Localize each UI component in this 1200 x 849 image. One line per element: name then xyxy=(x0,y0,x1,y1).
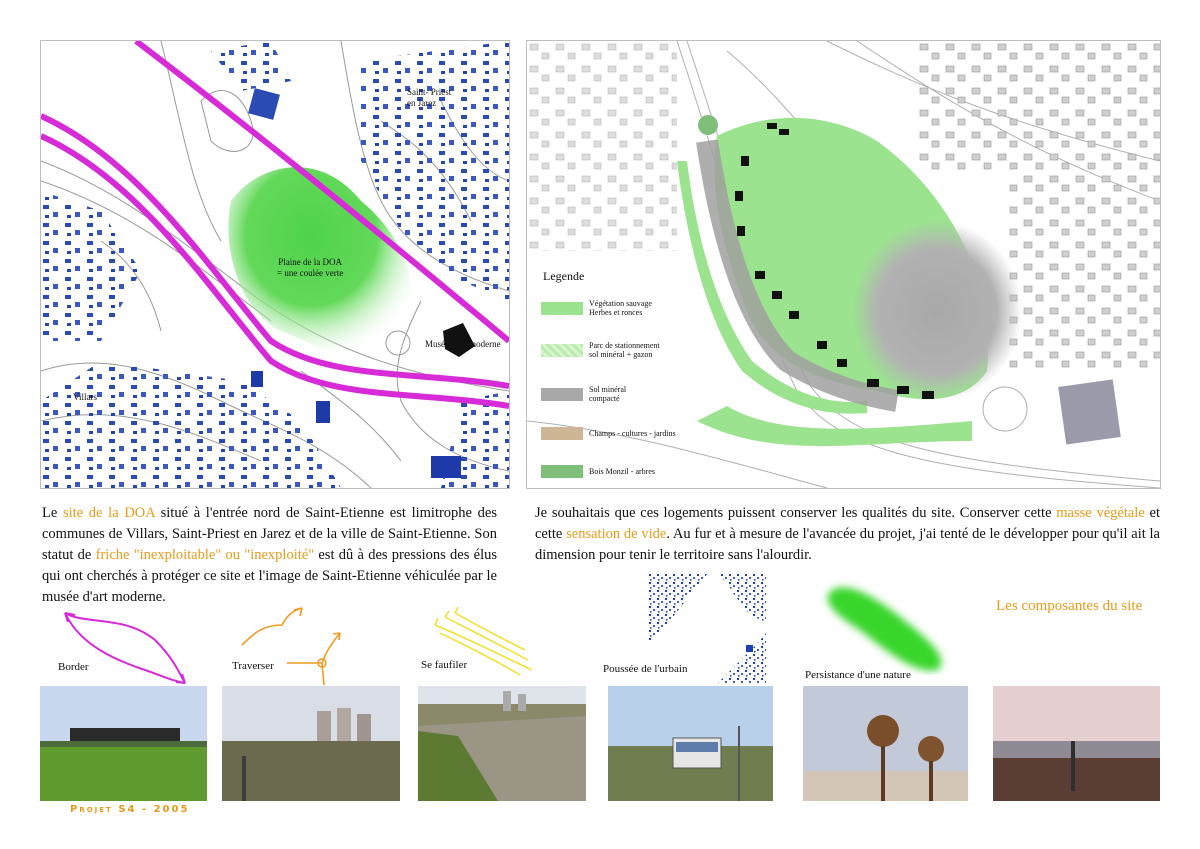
photo-musee xyxy=(40,686,207,801)
legend-title: Legende xyxy=(543,269,585,283)
traverser-diagram xyxy=(232,605,352,690)
legend-swatch xyxy=(541,465,583,478)
nature-diagram xyxy=(820,580,950,675)
text-run: et cette xyxy=(535,505,1160,542)
component-nature: Persistance d'une nature xyxy=(805,669,911,681)
legend-swatch xyxy=(541,302,583,315)
label-plaine-doa: Plaine de la DOA = une coulée verte xyxy=(277,257,344,278)
label-musee: Musée d'art moderne xyxy=(425,339,501,349)
label-villars: Villars xyxy=(73,392,97,402)
legend-swatch xyxy=(541,388,583,401)
label-saint-priest: Saint- Priest en Jarez xyxy=(407,87,452,108)
intent-paragraph xyxy=(535,503,1160,566)
legend-label: Champs - cultures - jardins xyxy=(589,429,676,438)
component-border: Border xyxy=(58,661,89,673)
footer-project: Projet S4 - 2005 xyxy=(70,804,190,815)
text-run: Le xyxy=(42,505,63,521)
site-plan-map xyxy=(526,40,1161,489)
text-run: situé à l'entrée nord de Saint-Etienne est limitrophe des communes de Villars, Saint-Priest en Jarez et de la ville de Saint-Etienne. Son statut de xyxy=(42,505,497,563)
text-run: . Au fur et à mesure de l'avancée du projet, j'ai tenté de le développer pour qu'il ait la dimension pour tenir le territoire sans l'alourdir. xyxy=(535,526,1160,563)
context-map xyxy=(40,40,510,489)
highlight-sensation-vide: sensation de vide xyxy=(566,526,667,542)
text-run: Je souhaitais que ces logements puissent conserver les qualités du site. Conserver cette xyxy=(535,505,1057,521)
legend-item xyxy=(541,385,626,403)
legend-swatch xyxy=(541,344,583,357)
highlight-masse-vegetale: masse végétale xyxy=(1056,505,1145,521)
intro-paragraph xyxy=(42,503,497,608)
legend-swatch xyxy=(541,427,583,440)
highlight-site-doa: site de la DOA xyxy=(62,505,155,521)
component-faufiler: Se faufiler xyxy=(421,659,468,671)
photo-friche xyxy=(418,686,586,801)
section-title: Les composantes du site xyxy=(996,598,1143,614)
legend-item xyxy=(541,299,652,317)
legend xyxy=(539,269,719,479)
photo-tours xyxy=(222,686,400,801)
component-traverser: Traverser xyxy=(232,660,274,672)
component-urbain: Poussée de l'urbain xyxy=(603,663,688,675)
text-run: est dû à des pressions des élus qui ont cherchés à protéger ce site et l'image de Saint-Etienne véhiculée par le musée d'art moderne. xyxy=(42,547,497,605)
legend-item xyxy=(541,465,655,478)
legend-label: Végétation sauvage Herbes et ronces xyxy=(589,299,652,317)
legend-item xyxy=(541,341,660,359)
photo-chardons xyxy=(803,686,968,801)
legend-label: Parc de stationnement sol minéral + gazon xyxy=(589,341,660,359)
photo-paysage xyxy=(993,686,1160,801)
photo-tram xyxy=(608,686,773,801)
legend-label: Bois Monzil - arbres xyxy=(589,467,655,476)
legend-item xyxy=(541,427,676,440)
legend-label: Sol minéral compacté xyxy=(589,385,627,403)
border-diagram xyxy=(55,605,195,690)
highlight-friche: friche "inexploitable" ou "inexploité" xyxy=(95,547,315,563)
